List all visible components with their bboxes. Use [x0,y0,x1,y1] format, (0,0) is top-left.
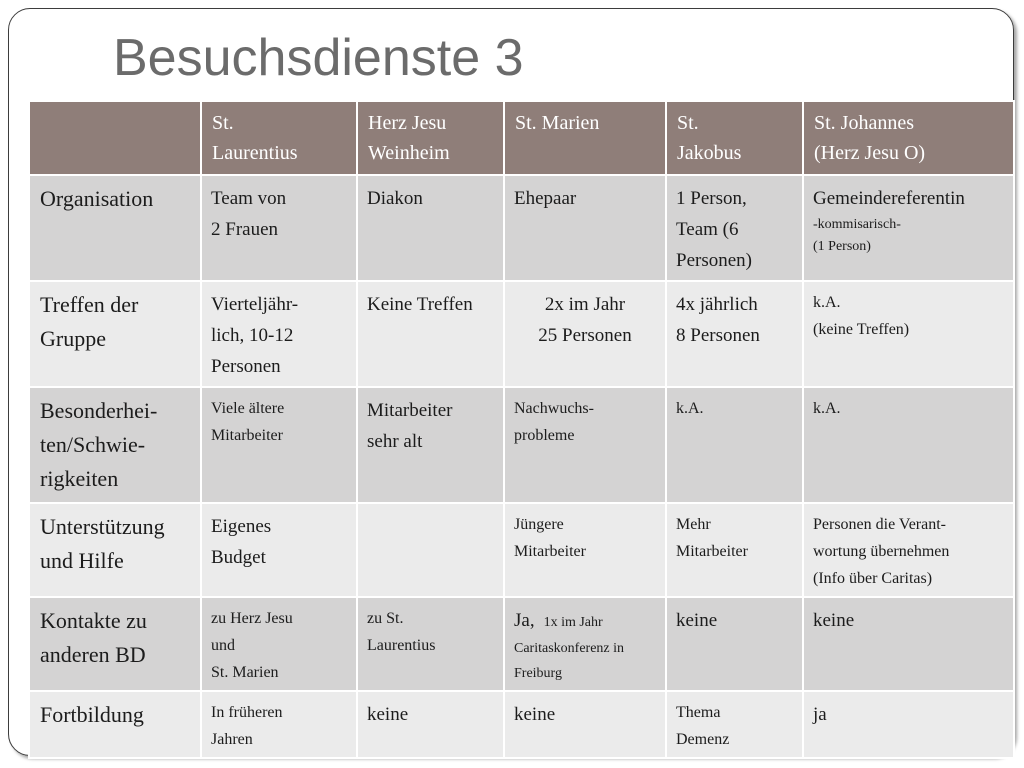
header-cell-empty [29,101,201,175]
table-cell [357,503,504,597]
row-header: Unterstützung und Hilfe [29,503,201,597]
table-cell: Viele ältere Mitarbeiter [201,387,357,503]
table-row [29,597,1014,691]
table-cell: In früheren Jahren [201,691,357,758]
comparison-table [28,100,1015,759]
table-row [29,691,1014,758]
header-cell: St. Laurentius [201,101,357,175]
header-cell: St. Jakobus [666,101,803,175]
table-cell: Nachwuchs- probleme [504,387,666,503]
table-cell: zu St. Laurentius [357,597,504,691]
table-cell: k.A. (keine Treffen) [803,281,1014,387]
header-cell: St. Johannes (Herz Jesu O) [803,101,1014,175]
table-cell: Team von 2 Frauen [201,175,357,281]
table-cell: ja [803,691,1014,758]
table-cell: Thema Demenz [666,691,803,758]
cell-line: Gemeindereferentin [813,188,965,209]
row-header: Fortbildung [29,691,201,758]
table-row [29,281,1014,387]
table-row [29,387,1014,503]
table-cell: Mitarbeiter sehr alt [357,387,504,503]
header-cell: Herz Jesu Weinheim [357,101,504,175]
slide-title: Besuchsdienste 3 [113,29,524,87]
table-cell: Jüngere Mitarbeiter [504,503,666,597]
cell-line: -kommisarisch- [813,217,901,232]
header-cell: St. Marien [504,101,666,175]
table-cell: Vierteljähr- lich, 10-12 Personen [201,281,357,387]
row-header: Organisation [29,175,201,281]
table-cell: keine [666,597,803,691]
table-cell: Keine Treffen [357,281,504,387]
table-row [29,175,1014,281]
table-cell: 4x jährlich 8 Personen [666,281,803,387]
row-header: Besonderhei- ten/Schwie- rigkeiten [29,387,201,503]
table-cell: keine [504,691,666,758]
table-cell: k.A. [803,387,1014,503]
table-cell: Eigenes Budget [201,503,357,597]
header-row [29,101,1014,175]
table-cell [504,597,666,691]
row-header: Kontakte zu anderen BD [29,597,201,691]
table-cell: zu Herz Jesu und St. Marien [201,597,357,691]
cell-line: Caritaskonferenz in Freiburg [514,641,625,681]
table-cell: k.A. [666,387,803,503]
table-cell: 1 Person, Team (6 Personen) [666,175,803,281]
table-cell: keine [357,691,504,758]
table-row [29,503,1014,597]
table-cell: Personen die Verant- wortung übernehmen (Info über Caritas) [803,503,1014,597]
table-cell: keine [803,597,1014,691]
row-header: Treffen der Gruppe [29,281,201,387]
table-cell: 2x im Jahr 25 Personen [504,281,666,387]
cell-text: Ja, [514,610,535,631]
cell-line: (1 Person) [813,239,871,254]
table-cell: Mehr Mitarbeiter [666,503,803,597]
cell-line [514,605,656,636]
table-cell [803,175,1014,281]
table-cell: Diakon [357,175,504,281]
cell-text: 1x im Jahr [543,615,603,630]
table-cell: Ehepaar [504,175,666,281]
